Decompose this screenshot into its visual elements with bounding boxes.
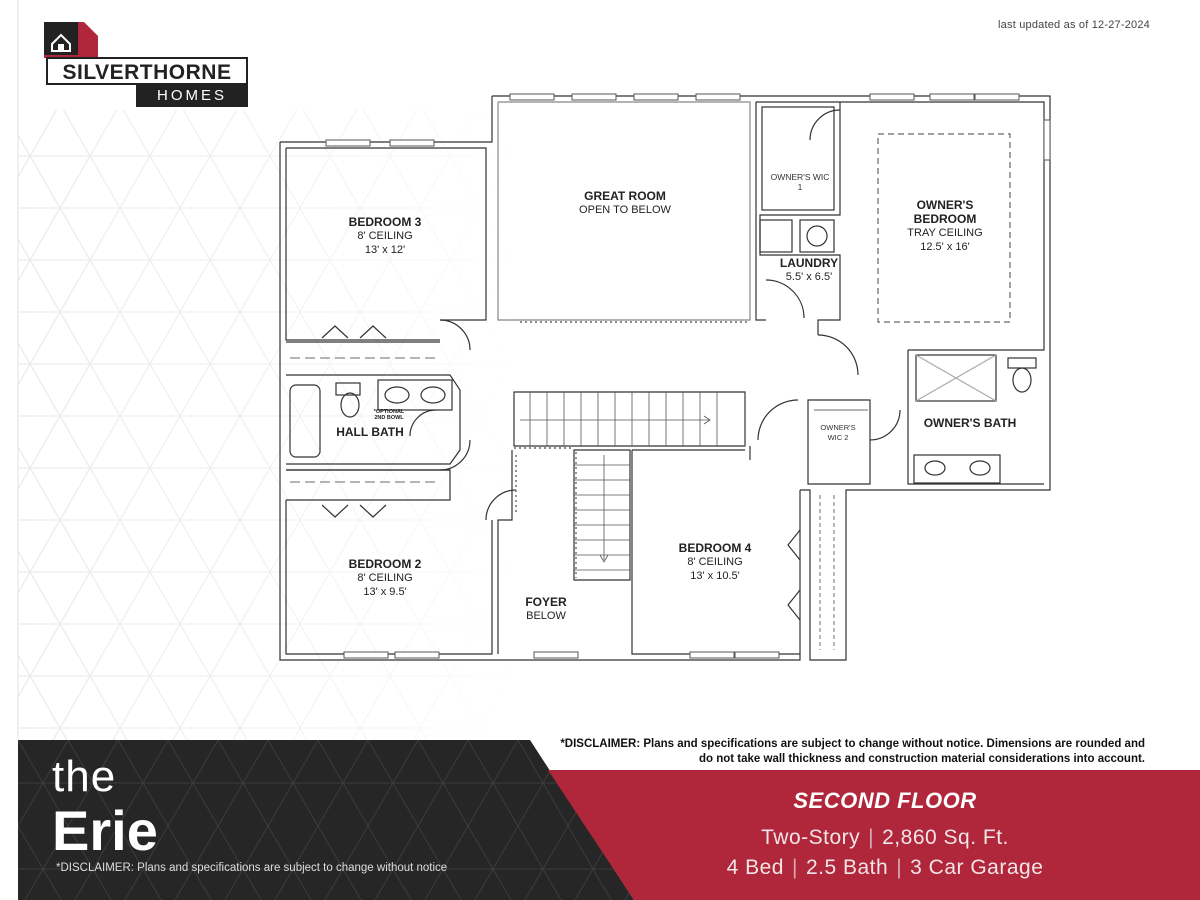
- owners-wic1-label: OWNER'S WIC 1: [770, 172, 830, 192]
- bedroom2-name: BEDROOM 2: [348, 557, 422, 571]
- square-footage: 2,860 Sq. Ft.: [882, 826, 1009, 849]
- foyer-note: BELOW: [526, 610, 566, 622]
- foyer-label: [505, 595, 587, 623]
- laundry-size: 5.5' x 6.5': [785, 271, 833, 283]
- model-prefix: the: [52, 752, 117, 801]
- owners-bedroom-name-2: BEDROOM: [913, 212, 977, 226]
- laundry-name: LAUNDRY: [779, 256, 839, 270]
- spec-row-2: 4 Bed | 2.5 Bath | 3 Car Garage: [726, 856, 1044, 879]
- bath-count: 2.5 Bath: [805, 856, 889, 879]
- bed-count: 4 Bed: [726, 856, 784, 879]
- bedroom3-label: [320, 215, 450, 257]
- bedroom2-size: 13' x 9.5': [363, 586, 407, 598]
- brand-subtitle: HOMES: [136, 85, 248, 107]
- laundry-label: [770, 256, 848, 284]
- owners-bedroom-label: [880, 198, 1010, 254]
- owners-bedroom-name-1: OWNER'S: [916, 198, 974, 212]
- bedroom4-size: 13' x 10.5': [690, 570, 740, 582]
- garage-count: 3 Car Garage: [910, 856, 1044, 879]
- bedroom2-ceiling: 8' CEILING: [357, 572, 413, 584]
- disclaimer-small: *DISCLAIMER: Plans and specifications are subject to change without notice: [56, 862, 448, 874]
- optional-bowl-note: *OPTIONAL 2ND BOWL: [373, 409, 405, 421]
- owners-bath-name: OWNER'S BATH: [923, 416, 1017, 430]
- model-name: Erie: [52, 799, 158, 862]
- hall-bath-label: [325, 425, 415, 439]
- last-updated-text: last updated as of 12-27-2024: [998, 19, 1150, 31]
- bedroom3-size: 13' x 12': [364, 244, 406, 256]
- bedroom4-name: BEDROOM 4: [678, 541, 752, 555]
- hall-bath-name: HALL BATH: [336, 425, 404, 439]
- bedroom4-label: [650, 541, 780, 583]
- bedroom3-ceiling: 8' CEILING: [357, 230, 413, 242]
- bedroom3-name: BEDROOM 3: [348, 215, 422, 229]
- brand-name: SILVERTHORNE: [46, 57, 248, 85]
- owners-bedroom-ceiling: TRAY CEILING: [907, 227, 983, 239]
- spec-row-1: Two-Story | 2,860 Sq. Ft.: [761, 826, 1009, 849]
- floor-title: SECOND FLOOR: [793, 788, 977, 813]
- owners-bedroom-size: 12.5' x 16': [920, 241, 970, 253]
- owners-bath-label: [905, 416, 1035, 430]
- bedroom2-label: [320, 557, 450, 599]
- bedroom4-ceiling: 8' CEILING: [687, 556, 743, 568]
- foyer-name: FOYER: [525, 595, 567, 609]
- owners-wic2-label: OWNER'S WIC 2: [820, 423, 856, 442]
- great-room-name: GREAT ROOM: [584, 189, 666, 203]
- disclaimer-main: *DISCLAIMER: Plans and specifications are subject to change without notice. Dimensions are rounded and do not take wall thickness and construction material considerations into account.: [560, 738, 1145, 765]
- great-room-label: [550, 189, 700, 217]
- great-room-note: OPEN TO BELOW: [579, 204, 671, 216]
- home-style: Two-Story: [761, 826, 861, 849]
